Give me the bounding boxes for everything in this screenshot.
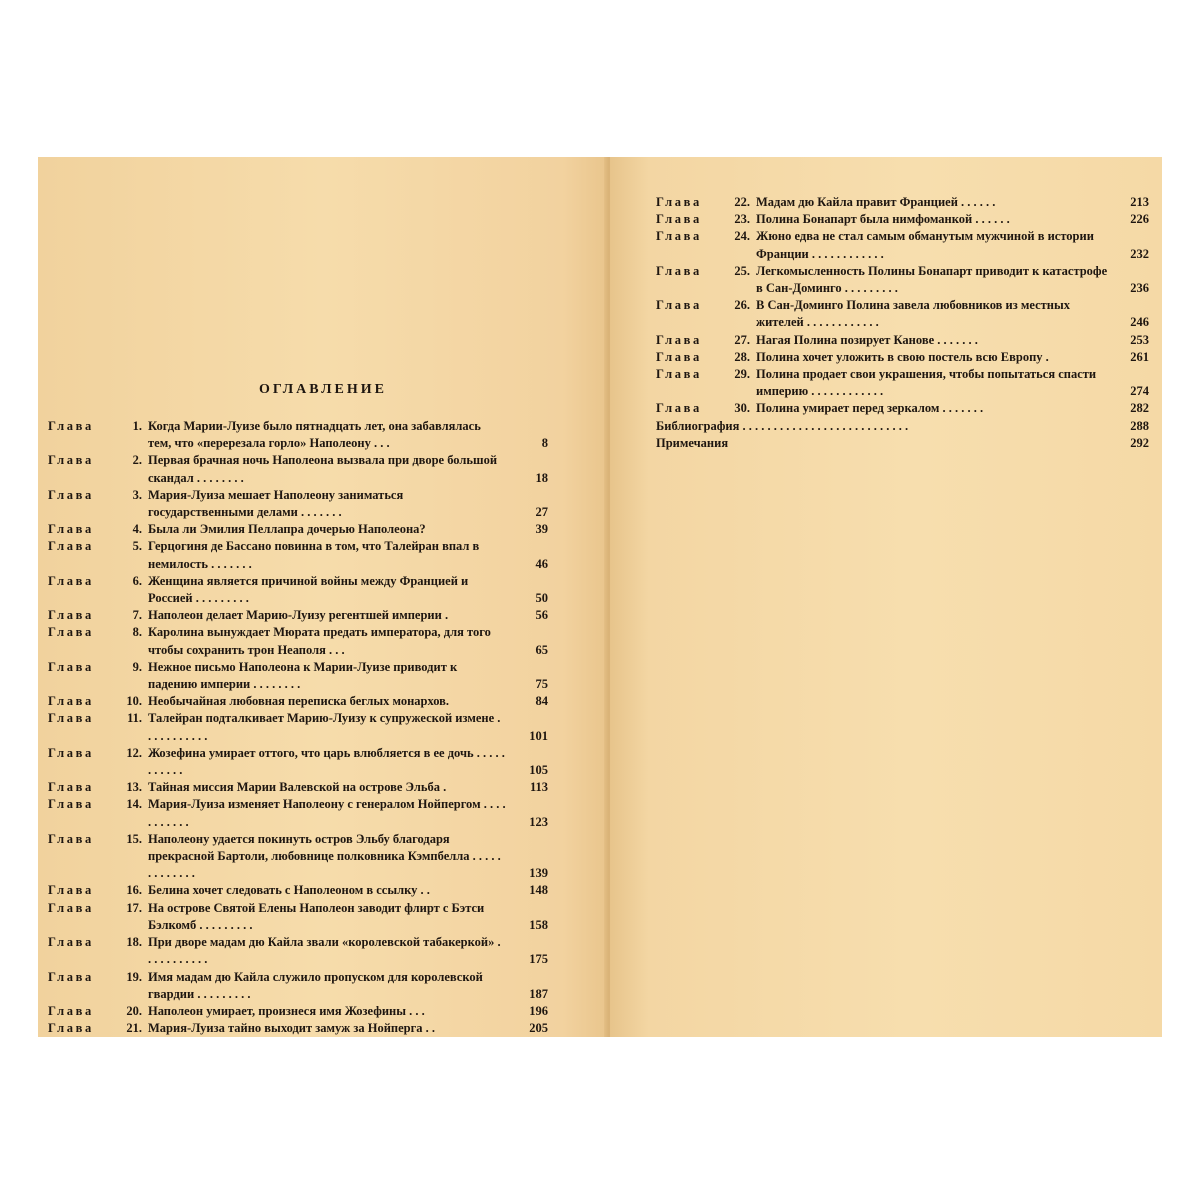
entry-title: Мария-Луиза мешает Наполеону заниматься государственными делами . . . . . . . xyxy=(148,487,404,520)
entry-page: 39 xyxy=(535,522,548,537)
entry-number: 22. xyxy=(734,195,750,209)
entry-label: Глава xyxy=(48,453,94,468)
toc-entry xyxy=(38,831,608,883)
entry-number: 7. xyxy=(132,608,142,623)
entry-title: Имя мадам дю Кайла служило пропуском для королевской гвардии . . . . . . . . . xyxy=(148,969,483,1001)
entry-number: 13. xyxy=(126,780,142,795)
entry-page: 274 xyxy=(1130,384,1149,399)
entry-number: 18. xyxy=(126,935,142,950)
entry-page: 113 xyxy=(529,780,548,795)
entry-number: 21. xyxy=(126,1021,142,1036)
entry-page: 187 xyxy=(529,986,548,1001)
entry-page: 236 xyxy=(1130,281,1149,296)
toc-entry xyxy=(38,1003,608,1020)
entry-label: Глава xyxy=(656,212,702,227)
entry-label: Глава xyxy=(48,608,94,623)
entry-number: 4. xyxy=(132,522,142,537)
toc-entry xyxy=(38,796,608,830)
entry-number: 16. xyxy=(126,883,142,898)
toc-list-left xyxy=(38,418,608,1037)
entry-page: 75 xyxy=(535,677,548,692)
entry-label: Глава xyxy=(656,195,702,209)
entry-page: 246 xyxy=(1130,315,1149,330)
entry-page: 213 xyxy=(1130,195,1149,209)
entry-label: Глава xyxy=(656,401,702,416)
entry-title: Наполеону удается покинуть остров Эльбу благодаря прекрасной Бартоли, любовнице полковника Кэмпбелла . . . . . . . . . . . . . xyxy=(148,831,501,881)
entry-page: 226 xyxy=(1130,212,1149,227)
toc-entry xyxy=(610,211,1162,228)
entry-number: 19. xyxy=(126,969,142,984)
entry-label: Глава xyxy=(48,625,94,640)
toc-entry-bibliography xyxy=(610,418,1162,435)
entry-label: Глава xyxy=(48,522,94,537)
toc-entry xyxy=(38,779,608,796)
entry-page: 101 xyxy=(529,728,548,743)
entry-title: Жозефина умирает оттого, что царь влюбляется в ее дочь . . . . . . . . . . . xyxy=(148,745,505,778)
entry-title: Мария-Луиза изменяет Наполеону с генералом Нойпергом . . . . . . . . . . . xyxy=(148,797,506,829)
entry-title: Полина Бонапарт была нимфоманкой . . . . . . xyxy=(756,212,1010,227)
entry-title: Каролина вынуждает Мюрата предать императора, для того чтобы сохранить трон Неаполя . . . xyxy=(148,625,491,657)
toc-entry xyxy=(38,693,608,710)
entry-number: 30. xyxy=(734,401,750,416)
entry-page: 253 xyxy=(1130,332,1149,347)
entry-label: Глава xyxy=(48,935,94,950)
entry-title: Когда Марии-Луизе было пятнадцать лет, она забавлялась тем, что «перерезала горло» Наполеону . . . xyxy=(148,419,481,451)
toc-heading: ОГЛАВЛЕНИЕ xyxy=(259,382,387,397)
entry-title: Мария-Луиза тайно выходит замуж за Нойперга . . xyxy=(148,1021,436,1036)
entry-title: Тайная миссия Марии Валевской на острове Эльба . xyxy=(148,780,447,795)
entry-number: 14. xyxy=(126,797,142,812)
entry-page: 158 xyxy=(529,917,548,932)
entry-label: Глава xyxy=(48,780,94,795)
toc-entry xyxy=(610,228,1162,262)
entry-label: Глава xyxy=(48,487,94,502)
entry-label: Глава xyxy=(48,711,94,726)
toc-entry xyxy=(610,194,1162,211)
toc-entry xyxy=(38,418,608,452)
toc-entry-notes xyxy=(610,435,1162,452)
entry-title: Мадам дю Кайла правит Францией . . . . . . xyxy=(756,195,996,209)
entry-label: Глава xyxy=(48,573,94,588)
entry-number: 28. xyxy=(734,349,750,364)
toc-entry xyxy=(38,521,608,538)
entry-label: Глава xyxy=(48,1021,94,1036)
entry-number: 12. xyxy=(126,745,142,760)
right-page xyxy=(610,157,1162,1037)
entry-title: Была ли Эмилия Пеллапра дочерью Наполеона? xyxy=(148,522,426,537)
entry-number: 2. xyxy=(132,453,142,468)
toc-entry xyxy=(38,624,608,658)
entry-page: 139 xyxy=(529,866,548,881)
entry-page: 8 xyxy=(541,436,548,451)
entry-title: При дворе мадам дю Кайла звали «королевской табакеркой» . . . . . . . . . . . xyxy=(148,935,501,967)
entry-page: 232 xyxy=(1130,246,1149,261)
entry-number: 11. xyxy=(127,711,142,726)
entry-label: Глава xyxy=(48,745,94,760)
entry-label: Глава xyxy=(48,831,94,846)
entry-number: 9. xyxy=(132,659,142,674)
toc-entry xyxy=(610,349,1162,366)
toc-entry xyxy=(38,1020,608,1037)
entry-label: Глава xyxy=(656,349,702,364)
toc-entry xyxy=(610,297,1162,331)
entry-number: 20. xyxy=(126,1003,142,1018)
entry-number: 10. xyxy=(126,694,142,709)
toc-entry xyxy=(38,882,608,899)
toc-entry xyxy=(38,573,608,607)
entry-title: В Сан-Доминго Полина завела любовников из местных жителей . . . . . . . . . . . . xyxy=(756,298,1070,330)
entry-title: Полина хочет уложить в свою постель всю Европу . xyxy=(756,349,1049,364)
entry-page: 282 xyxy=(1130,401,1149,416)
toc-entry xyxy=(38,934,608,968)
toc-entry xyxy=(610,366,1162,400)
entry-page: 46 xyxy=(535,556,548,571)
entry-label: Глава xyxy=(48,659,94,674)
toc-list-right xyxy=(610,194,1162,452)
entry-page: 261 xyxy=(1130,349,1149,364)
entry-title: Наполеон делает Марию-Луизу регентшей империи . xyxy=(148,608,449,623)
entry-title: Нагая Полина позирует Канове . . . . . . . xyxy=(756,332,978,347)
entry-number: 23. xyxy=(734,212,750,227)
entry-number: 25. xyxy=(734,263,750,278)
entry-title: На острове Святой Елены Наполеон заводит флирт с Бэтси Бэлкомб . . . . . . . . . xyxy=(148,900,485,932)
entry-number: 26. xyxy=(734,298,750,313)
entry-label: Глава xyxy=(656,332,702,347)
entry-number: 8. xyxy=(132,625,142,640)
toc-entry xyxy=(38,969,608,1003)
entry-label: Глава xyxy=(48,419,94,433)
entry-page: 105 xyxy=(529,763,548,778)
entry-page: 123 xyxy=(529,814,548,829)
entry-label: Глава xyxy=(48,797,94,812)
entry-title: Наполеон умирает, произнеся имя Жозефины . . . xyxy=(148,1003,425,1018)
entry-title: Полина продает свои украшения, чтобы попытаться спасти империю . . . . . . . . . . . . xyxy=(756,367,1097,399)
toc-entry xyxy=(38,607,608,624)
entry-title: Герцогиня де Бассано повинна в том, что Талейран впал в немилость . . . . . . . xyxy=(148,539,480,571)
entry-page: 292 xyxy=(1130,435,1149,450)
entry-label: Глава xyxy=(656,298,702,313)
entry-page: 288 xyxy=(1130,418,1149,433)
toc-entry xyxy=(610,400,1162,417)
entry-number: 29. xyxy=(734,367,750,382)
entry-page: 18 xyxy=(535,470,548,485)
entry-title: Первая брачная ночь Наполеона вызвала при дворе большой скандал . . . . . . . . xyxy=(148,453,498,485)
entry-number: 1. xyxy=(132,419,142,433)
toc-entry xyxy=(38,900,608,934)
entry-label: Глава xyxy=(48,694,94,709)
toc-entry xyxy=(38,487,608,521)
entry-page: 27 xyxy=(535,505,548,520)
entry-label: Глава xyxy=(656,367,702,382)
entry-label: Глава xyxy=(656,229,702,244)
entry-number: 6. xyxy=(132,573,142,588)
entry-number: 5. xyxy=(132,539,142,554)
entry-label: Глава xyxy=(48,539,94,554)
entry-number: 3. xyxy=(132,487,142,502)
toc-entry xyxy=(38,452,608,486)
entry-label: Глава xyxy=(48,883,94,898)
entry-title: Нежное письмо Наполеона к Марии-Луизе приводит к падению империи . . . . . . . . xyxy=(148,659,458,692)
entry-number: 17. xyxy=(126,900,142,915)
toc-entry xyxy=(38,538,608,572)
entry-title: Примечания xyxy=(656,435,729,450)
entry-label: Глава xyxy=(48,1003,94,1018)
toc-entry xyxy=(38,710,608,744)
entry-title: Полина умирает перед зеркалом . . . . . . . xyxy=(756,401,984,416)
entry-title: Библиография . . . . . . . . . . . . . . . . . . . . . . . . . . . xyxy=(656,418,909,433)
entry-title: Талейран подталкивает Марию-Луизу к супружеской измене . . . . . . . . . . . xyxy=(148,711,501,743)
entry-label: Глава xyxy=(48,969,94,984)
toc-entry xyxy=(610,332,1162,349)
entry-page: 196 xyxy=(529,1003,548,1018)
entry-number: 24. xyxy=(734,229,750,244)
entry-page: 205 xyxy=(529,1021,548,1036)
entry-title: Белина хочет следовать с Наполеоном в ссылку . . xyxy=(148,883,430,898)
toc-entry xyxy=(38,659,608,693)
entry-title: Женщина является причиной войны между Францией и Россией . . . . . . . . . xyxy=(148,573,469,606)
entry-number: 15. xyxy=(126,831,142,846)
entry-page: 56 xyxy=(535,608,548,623)
entry-label: Глава xyxy=(48,900,94,915)
toc-entry xyxy=(610,263,1162,297)
entry-title: Жюно едва не стал самым обманутым мужчиной в истории Франции . . . . . . . . . . . . xyxy=(756,229,1094,261)
entry-title: Необычайная любовная переписка беглых монархов. xyxy=(148,694,450,709)
entry-title: Легкомысленность Полины Бонапарт приводит к катастрофе в Сан-Доминго . . . . . . . . . xyxy=(756,263,1108,296)
entry-page: 84 xyxy=(535,694,548,709)
entry-page: 65 xyxy=(535,642,548,657)
toc-entry xyxy=(38,745,608,779)
entry-page: 148 xyxy=(529,883,548,898)
left-page xyxy=(38,157,608,1037)
entry-page: 175 xyxy=(529,952,548,967)
entry-page: 50 xyxy=(535,591,548,606)
entry-number: 27. xyxy=(734,332,750,347)
entry-label: Глава xyxy=(656,263,702,278)
